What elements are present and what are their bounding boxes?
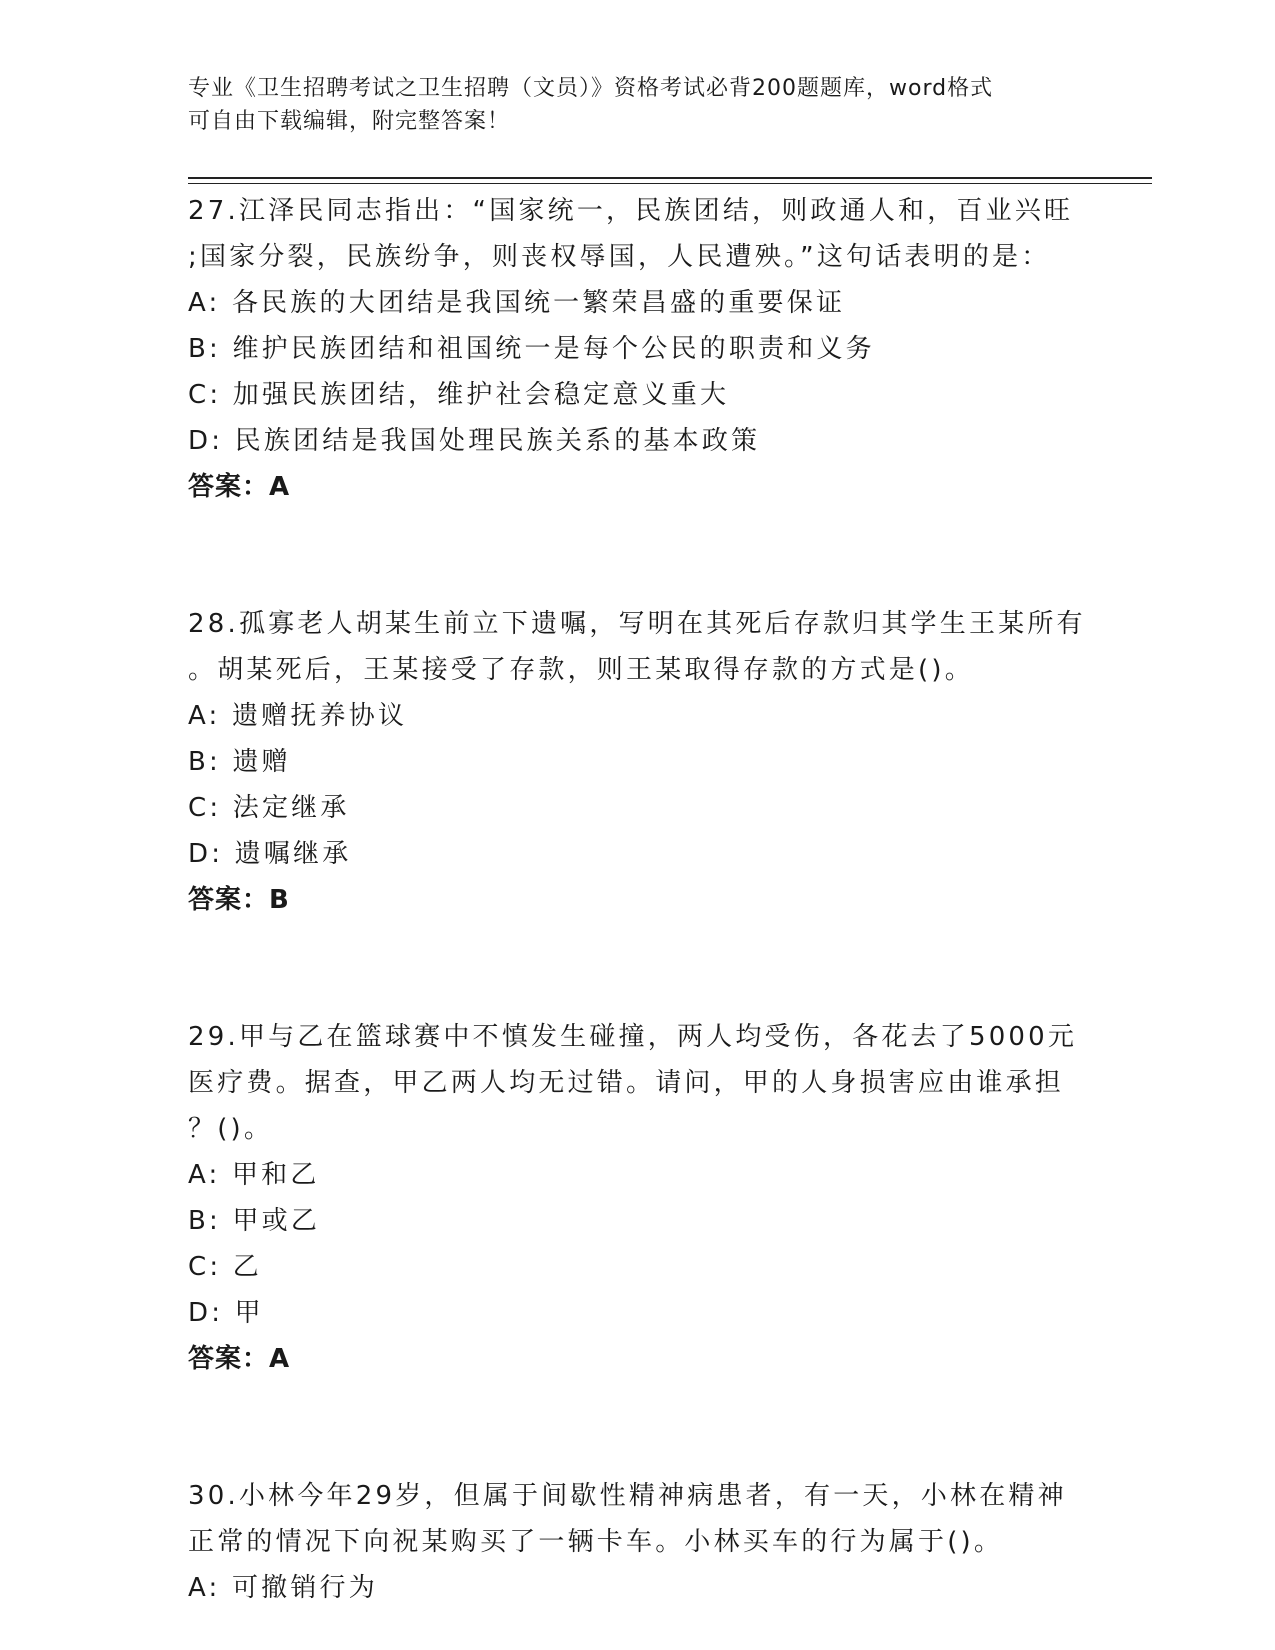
option-d: D: 遗嘱继承: [188, 839, 352, 869]
question-stem-line: 28.孤寡老人胡某生前立下遗嘱，写明在其死后存款归其学生王某所有: [188, 609, 1086, 639]
option-d: D: 民族团结是我国处理民族关系的基本政策: [188, 426, 761, 456]
question-spacer: [188, 510, 1088, 601]
option-a: A: 各民族的大团结是我国统一繁荣昌盛的重要保证: [188, 288, 846, 318]
option-c: C: 加强民族团结，维护社会稳定意义重大: [188, 380, 730, 410]
question-27: [188, 188, 1088, 510]
document-header: [188, 72, 1068, 138]
question-stem-line: 30.小林今年29岁，但属于间歇性精神病患者，有一天，小林在精神: [188, 1481, 1067, 1511]
option-b: B: 维护民族团结和祖国统一是每个公民的职责和义务: [188, 334, 875, 364]
option-b: B: 遗赠: [188, 747, 291, 777]
question-stem-line: 。胡某死后，王某接受了存款，则王某取得存款的方式是()。: [188, 655, 974, 685]
option-b: B: 甲或乙: [188, 1206, 321, 1236]
question-stem-line: 29.甲与乙在篮球赛中不慎发生碰撞，两人均受伤，各花去了5000元: [188, 1022, 1078, 1052]
question-spacer: [188, 1382, 1088, 1473]
option-c: C: 乙: [188, 1252, 262, 1282]
option-a: A: 可撤销行为: [188, 1573, 378, 1603]
question-stem-line: 医疗费。据查，甲乙两人均无过错。请问，甲的人身损害应由谁承担: [188, 1068, 1065, 1098]
question-list: [188, 188, 1088, 1611]
question-30: [188, 1473, 1088, 1611]
option-a: A: 遗赠抚养协议: [188, 701, 408, 731]
answer-label: 答案：A: [188, 1344, 291, 1374]
option-a: A: 甲和乙: [188, 1160, 320, 1190]
question-28: [188, 601, 1088, 923]
header-title-line-1: 专业《卫生招聘考试之卫生招聘（文员）》资格考试必背200题题库，word格式: [188, 76, 994, 101]
question-spacer: [188, 923, 1088, 1014]
question-stem-line: ？()。: [188, 1114, 274, 1144]
question-stem-line: 27.江泽民同志指出：“国家统一，民族团结，则政通人和，百业兴旺: [188, 196, 1074, 226]
header-title-line-2: 可自由下载编辑，附完整答案！: [188, 109, 511, 134]
question-stem-line: 正常的情况下向祝某购买了一辆卡车。小林买车的行为属于()。: [188, 1527, 1004, 1557]
question-stem-line: ;国家分裂，民族纷争，则丧权辱国，人民遭殃。”这句话表明的是：: [188, 242, 1051, 272]
header-divider-thin: [188, 183, 1152, 184]
answer-label: 答案：A: [188, 472, 291, 502]
header-divider-thick: [188, 177, 1152, 179]
option-c: C: 法定继承: [188, 793, 350, 823]
question-29: [188, 1014, 1088, 1382]
option-d: D: 甲: [188, 1298, 264, 1328]
answer-label: 答案：B: [188, 885, 290, 915]
